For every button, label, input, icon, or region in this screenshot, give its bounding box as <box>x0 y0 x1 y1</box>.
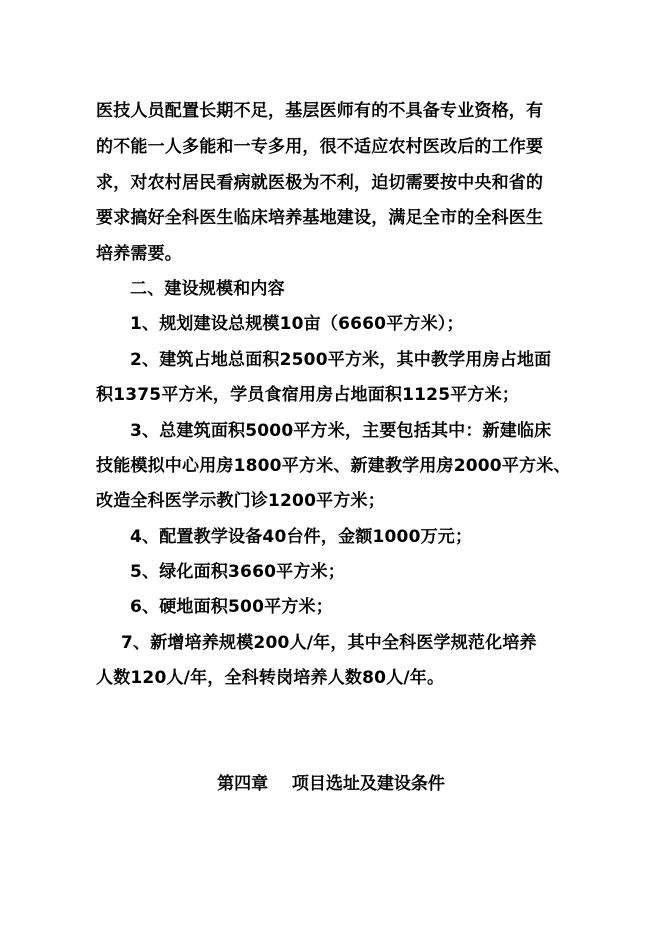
list-item-continuation: 改造全科医学示教门诊1200平方米； <box>96 491 385 511</box>
chapter-heading: 第四章 项目选址及建设条件 <box>217 774 445 794</box>
section-title: 二、建设规模和内容 <box>130 279 285 299</box>
list-item: 7、新增培养规模200人/年，其中全科医学规范化培养 <box>121 633 537 653</box>
paragraph-line: 求，对农村居民看病就医极为不利，迫切需要按中央和省的 <box>96 173 544 193</box>
list-item: 2、建筑占地总面积2500平方米，其中教学用房占地面 <box>130 350 552 370</box>
paragraph-line: 医技人员配置长期不足，基层医师有的不具备专业资格，有 <box>96 101 544 121</box>
list-item: 4、配置教学设备40台件，金额1000万元； <box>130 527 473 547</box>
paragraph-line: 要求搞好全科医生临床培养基地建设，满足全市的全科医生 <box>96 208 544 228</box>
list-item: 3、总建筑面积5000平方米，主要包括其中：新建临床 <box>130 421 552 441</box>
paragraph-line: 培养需要。 <box>96 244 182 264</box>
paragraph-line: 的不能一人多能和一专多用，很不适应农村医改后的工作要 <box>96 137 544 157</box>
list-item: 6、硬地面积500平方米； <box>130 597 333 617</box>
list-item: 5、绿化面积3660平方米； <box>130 562 345 582</box>
list-item: 1、规划建设总规模10亩（6660平方米）； <box>130 314 464 334</box>
list-item-continuation: 积1375平方米，学员食宿用房占地面积1125平方米； <box>96 385 520 405</box>
list-item-continuation: 技能模拟中心用房1800平方米、新建教学用房2000平方米、 <box>96 456 571 476</box>
list-item-continuation: 人数120人/年，全科转岗培养人数80人/年。 <box>96 668 445 688</box>
